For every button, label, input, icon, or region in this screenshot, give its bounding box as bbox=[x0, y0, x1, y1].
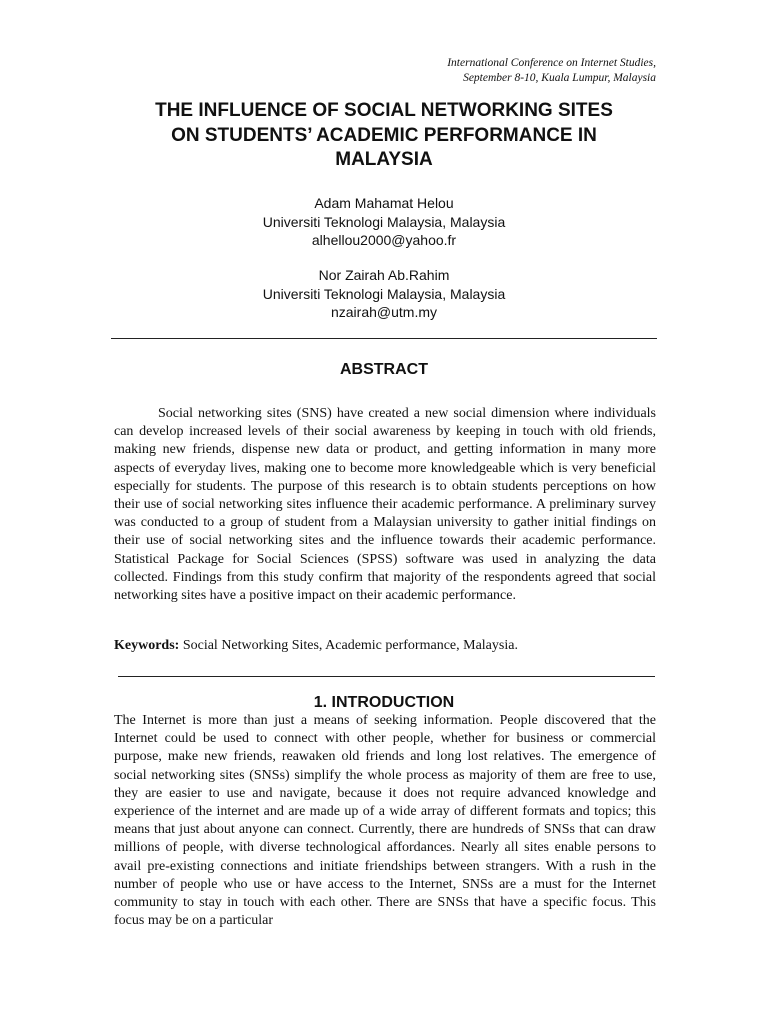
conference-header bbox=[447, 56, 656, 86]
keywords bbox=[114, 637, 656, 655]
title-line-3: MALAYSIA bbox=[335, 149, 433, 170]
paper-title bbox=[110, 99, 658, 173]
author-email: nzairah@utm.my bbox=[330, 304, 438, 320]
conference-name: International Conference on Internet Studies, bbox=[447, 57, 656, 69]
introduction-heading: 1. INTRODUCTION bbox=[313, 694, 455, 711]
abstract-heading: ABSTRACT bbox=[340, 361, 428, 378]
top-divider bbox=[111, 338, 657, 339]
keywords-label: Keywords: bbox=[114, 638, 180, 653]
author-name: Adam Mahamat Helou bbox=[314, 195, 454, 211]
author-email: alhellou2000@yahoo.fr bbox=[311, 232, 457, 248]
conference-date-location: September 8-10, Kuala Lumpur, Malaysia bbox=[463, 72, 656, 84]
title-line-2: ON STUDENTS’ ACADEMIC PERFORMANCE IN bbox=[171, 124, 597, 146]
keywords-text: Social Networking Sites, Academic performance, Malaysia. bbox=[179, 638, 518, 653]
author-affiliation: Universiti Teknologi Malaysia, Malaysia bbox=[262, 213, 506, 230]
introduction-text: The Internet is more than just a means of seeking information. People discovered that the Internet could be used to connect with other people, whether for business or commercial purpose, make new friends, reawaken old friends and long lost relatives. The emergence of social networking sites (SNSs) simplify the whole process as majority of them are free to use, they are easier to use and navigate, because it does not require advanced knowledge and experience of the internet and are made up of a wide array of different formats and topics; this means that just about anyone can connect. Currently, there are hundreds of SNSs that can draw millions of people, with diverse technological affordances. Nearly all sites enable persons to avail pre-existing connections and initiate friendships between strangers. With a rush in the number of people who use or have access to the Internet, SNSs are a must for the Internet community to stay in touch with each other. There are SNSs that have a specific focus. This focus may be on a particular bbox=[114, 713, 656, 929]
author-affiliation: Universiti Teknologi Malaysia, Malaysia bbox=[262, 285, 506, 302]
author-2 bbox=[110, 266, 658, 322]
middle-divider bbox=[118, 676, 655, 677]
author-name: Nor Zairah Ab.Rahim bbox=[318, 267, 450, 283]
title-line-1: THE INFLUENCE OF SOCIAL NETWORKING SITES bbox=[155, 100, 613, 121]
abstract-text: Social networking sites (SNS) have created a new social dimension where individuals can develop increased levels of their social awareness by keeping in touch with old friends, making new friends, dispense new data or product, and getting information in many more aspects of everyday lives, making one to become more knowledgeable which is very beneficial especially for students. The purpose of this research is to obtain students perceptions on how their use of social networking sites influence their academic performance. A preliminary survey was conducted to a group of student from a Malaysian university to gather initial findings on their use of social networking sites and the influence towards their academic performance. Statistical Package for Social Sciences (SPSS) software was used in analyzing the data collected. Findings from this study confirm that majority of the respondents agreed that social networking sites have a positive impact on their academic performance. bbox=[114, 406, 656, 604]
author-1 bbox=[110, 194, 658, 250]
